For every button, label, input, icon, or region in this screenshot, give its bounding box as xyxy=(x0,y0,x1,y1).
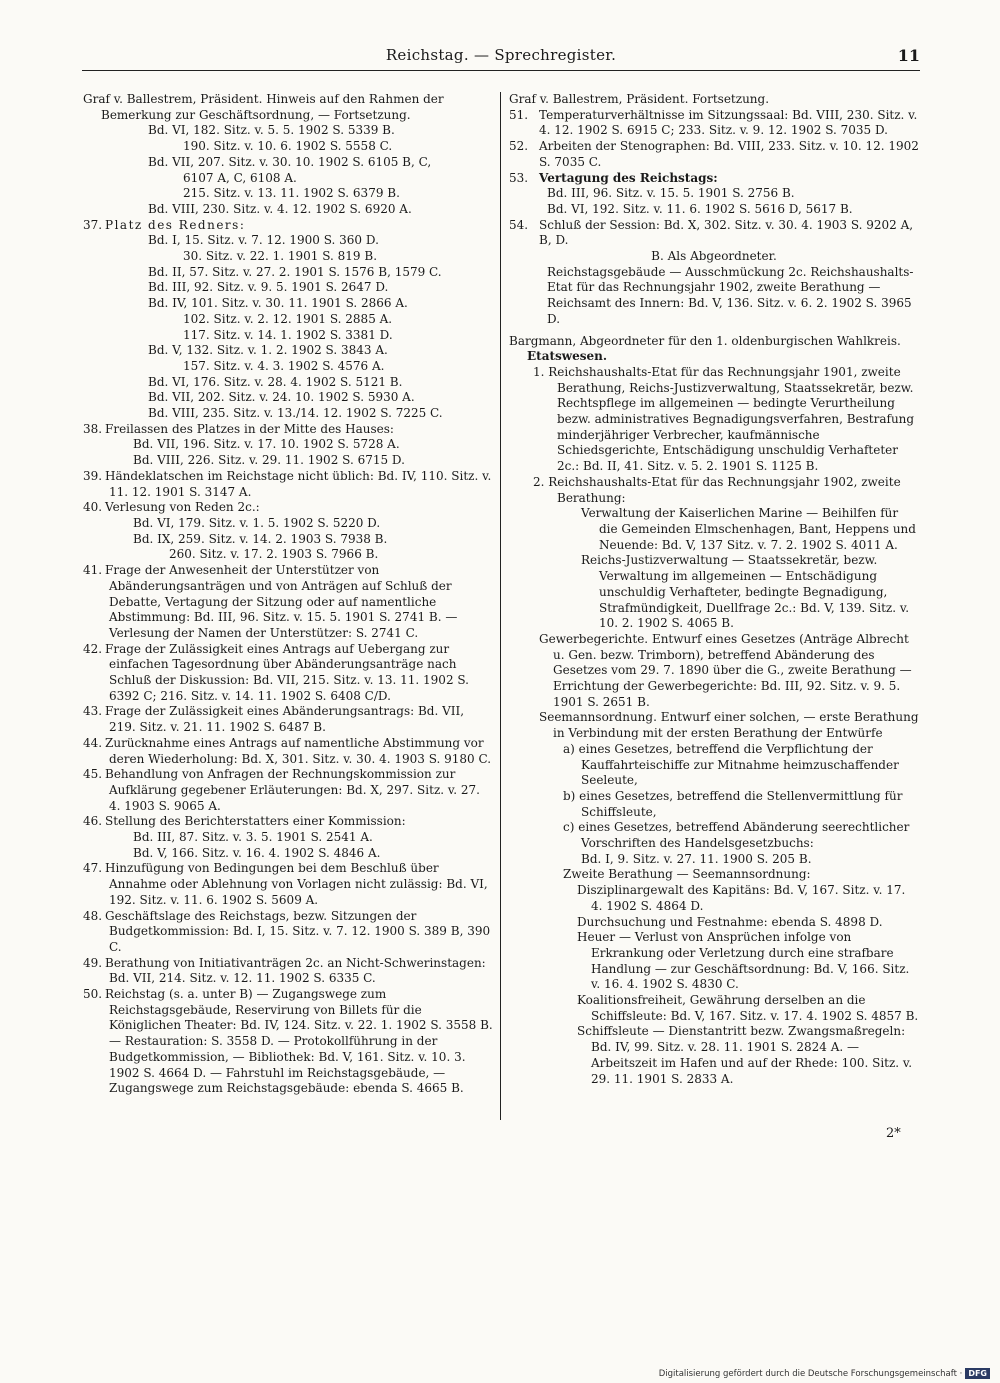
list-item: 1. Reichshaushalts-Etat für das Rechnungsjahr 1901, zweite Berathung, Reichs-Justizverwaltung, Staatssekretär, bezw. Rechtspflege im allgemeinen — bedingte Verurtheilung bezw. administratives Begnadigungsverfahren, Bestrafung minderjähriger Verbrecher, kaufmännische Schiedsgerichte, Entschädigung unschuldig Verhafteter 2c.: Bd. II, 41. Sitz. v. 5. 2. 1901 S. 1125 B. xyxy=(533,364,915,474)
ref-line: 30. Sitz. v. 22. 1. 1901 S. 819 B. xyxy=(183,249,378,264)
page-number: 11 xyxy=(897,46,920,65)
list-item: b) eines Gesetzes, betreffend die Stellenvermittlung für Schiffsleute, xyxy=(563,788,903,819)
list-item: 53. Vertagung des Reichstags: xyxy=(509,170,718,185)
list-item: a) eines Gesetzes, betreffend die Verpflichtung der Kauffahrteischiffe zur Mitnahme heimzuschaffender Seeleute, xyxy=(563,741,899,788)
ref-line: 102. Sitz. v. 2. 12. 1901 S. 2885 A. xyxy=(183,311,393,326)
ref-line: Bd. II, 57. Sitz. v. 27. 2. 1901 S. 1576 B, 1579 C. xyxy=(148,264,442,279)
ref-line: Bd. VIII, 230. Sitz. v. 4. 12. 1902 S. 6920 A. xyxy=(148,201,412,216)
header-rule xyxy=(82,70,920,71)
list-item: 38. Freilassen des Platzes in der Mitte des Hauses: xyxy=(83,421,394,436)
left-column xyxy=(83,92,493,1097)
list-item: 43. Frage der Zulässigkeit eines Abänderungsantrags: Bd. VII, 219. Sitz. v. 21. 11. 1902 S. 6487 B. xyxy=(83,704,465,735)
entry-heading: Graf v. Ballestrem, Präsident. Hinweis auf den Rahmen der Bemerkung zur Geschäftsordnung, — Fortsetzung. xyxy=(83,92,444,122)
signature-mark: 2* xyxy=(886,1126,901,1141)
ref-line: Bd. I, 9. Sitz. v. 27. 11. 1900 S. 205 B. xyxy=(581,851,812,866)
entry-heading: Bargmann, Abgeordneter für den 1. oldenburgischen Wahlkreis. xyxy=(509,333,901,348)
list-item: Schiffsleute — Dienstantritt bezw. Zwangsmaßregeln: Bd. IV, 99. Sitz. v. 28. 11. 1901 S. 2824 A. — Arbeitszeit im Hafen und auf der Rhede: 100. Sitz. v. 29. 11. 1901 S. 2833 A. xyxy=(577,1024,913,1086)
list-item: 40. Verlesung von Reden 2c.: xyxy=(83,500,260,515)
ref-line: Bd. IX, 259. Sitz. v. 14. 2. 1903 S. 7938 B. xyxy=(133,531,388,546)
ref-line: Bd. VII, 202. Sitz. v. 24. 10. 1902 S. 5930 A. xyxy=(148,390,415,405)
section-heading: B. Als Abgeordneter. xyxy=(651,249,777,264)
list-item: 47. Hinzufügung von Bedingungen bei dem Beschluß über Annahme oder Ablehnung von Vorlagen nicht zulässig: Bd. VI, 192. Sitz. v. 11. 6. 1902 S. 5609 A. xyxy=(83,861,488,907)
list-item: 45. Behandlung von Anfragen der Rechnungskommission zur Aufklärung gegebener Erläuterungen: Bd. X, 297. Sitz. v. 27. 4. 1903 S. 9065 A. xyxy=(83,767,480,813)
list-item: 42. Frage der Zulässigkeit eines Antrags auf Uebergang zur einfachen Tagesordnung über Abänderungsanträge nach Schluß der Diskussion: Bd. VII, 215. Sitz. v. 13. 11. 1902 S. 6392 C; 216. Sitz. v. 14. 11. 1902 S. 6408 C/D. xyxy=(83,641,469,703)
list-item: 41. Frage der Anwesenheit der Unterstützer von Abänderungsanträgen und von Anträgen auf Schluß der Debatte, Vertagung der Sitzung oder auf namentliche Abstimmung: Bd. III, 96. Sitz. v. 15. 5. 1901 S. 2741 B. — Verlesung der Namen der Unterstützer: S. 2741 C. xyxy=(83,563,458,640)
list-item: 54. Schluß der Session: Bd. X, 302. Sitz. v. 30. 4. 1903 S. 9202 A, B, D. xyxy=(509,217,914,248)
list-item: Heuer — Verlust von Ansprüchen infolge von Erkrankung oder Verletzung durch eine strafbare Handlung — zur Geschäftsordnung: Bd. V, 166. Sitz. v. 16. 4. 1902 S. 4830 C. xyxy=(577,930,910,992)
ref-line: Bd. III, 92. Sitz. v. 9. 5. 1901 S. 2647 D. xyxy=(148,280,389,295)
list-item: Reichstagsgebäude — Ausschmückung 2c. Reichshaushalts-Etat für das Rechnungsjahr 1902, zweite Berathung — Reichsamt des Innern: Bd. V, 136. Sitz. v. 6. 2. 1902 S. 3965 D. xyxy=(547,264,914,326)
footer-text: Digitalisierung gefördert durch die Deutsche Forschungsgemeinschaft · xyxy=(658,1368,963,1379)
ref-line: Bd. VI, 179. Sitz. v. 1. 5. 1902 S. 5220 D. xyxy=(133,515,381,530)
list-item: Gewerbegerichte. Entwurf eines Gesetzes (Anträge Albrecht u. Gen. bezw. Trimborn), betreffend Abänderung des Gesetzes vom 29. 7. 1890 über die G., zweite Berathung — Errichtung der Gewerbegerichte: Bd. III, 92. Sitz. v. 9. 5. 1901 S. 2651 B. xyxy=(539,631,912,709)
ref-line: Bd. IV, 101. Sitz. v. 30. 11. 1901 S. 2866 A. xyxy=(148,296,408,311)
list-item: 51. Temperaturverhältnisse im Sitzungssaal: Bd. VIII, 230. Sitz. v. 4. 12. 1902 S. 6915 C; 233. Sitz. v. 9. 12. 1902 S. 7035 D. xyxy=(509,107,918,138)
list-item: Disziplinargewalt des Kapitäns: Bd. V, 167. Sitz. v. 17. 4. 1902 S. 4864 D. xyxy=(577,883,906,913)
footer xyxy=(659,1368,990,1379)
ref-line: Bd. III, 87. Sitz. v. 3. 5. 1901 S. 2541 A. xyxy=(133,830,373,845)
list-item: 37. Platz des Redners: xyxy=(83,217,246,232)
ref-line: 260. Sitz. v. 17. 2. 1903 S. 7966 B. xyxy=(169,547,379,562)
ref-line: 6107 A, C, 6108 A. xyxy=(183,170,297,185)
list-item: 48. Geschäftslage des Reichstags, bezw. Sitzungen der Budgetkommission: Bd. I, 15. Sitz. v. 7. 12. 1900 S. 389 B, 390 C. xyxy=(83,908,491,954)
ref-line: Bd. V, 166. Sitz. v. 16. 4. 1902 S. 4846 A. xyxy=(133,845,381,860)
ref-line: Bd. VI, 176. Sitz. v. 28. 4. 1902 S. 5121 B. xyxy=(148,374,403,389)
right-column xyxy=(509,92,919,1087)
ref-line: Bd. VI, 182. Sitz. v. 5. 5. 1902 S. 5339 B. xyxy=(148,123,395,138)
ref-line: 215. Sitz. v. 13. 11. 1902 S. 6379 B. xyxy=(183,186,400,201)
list-item: 49. Berathung von Initiativanträgen 2c. an Nicht-Schwerinstagen: Bd. VII, 214. Sitz. v. 12. 11. 1902 S. 6335 C. xyxy=(83,955,486,986)
list-item: Durchsuchung und Festnahme: ebenda S. 4898 D. xyxy=(577,914,883,929)
list-item: 50. Reichstag (s. a. unter B) — Zugangswege zum Reichstagsgebäude, Reservirung von Billets für die Königlichen Theater: Bd. IV, 124. Sitz. v. 22. 1. 1902 S. 3558 B. — Restauration: S. 3558 D. — Protokollführung in der Budgetkommission, — Bibliothek: Bd. V, 161. Sitz. v. 10. 3. 1902 S. 4664 D. — Fahrstuhl im Reichstagsgebäude, — Zugangswege zum Reichstagsgebäude: ebenda S. 4665 B. xyxy=(83,987,493,1096)
dfg-logo: DFG xyxy=(965,1368,990,1379)
list-item: Seemannsordnung. Entwurf einer solchen, — erste Berathung in Verbindung mit der ersten Berathung der Entwürfe xyxy=(539,710,919,741)
page-header xyxy=(82,46,920,68)
ref-line: Bd. V, 132. Sitz. v. 1. 2. 1902 S. 3843 A. xyxy=(148,343,388,358)
ref-line: 117. Sitz. v. 14. 1. 1902 S. 3381 D. xyxy=(183,327,393,342)
ref-line: Bd. I, 15. Sitz. v. 7. 12. 1900 S. 360 D. xyxy=(148,233,379,248)
ref-line: Bd. VIII, 226. Sitz. v. 29. 11. 1902 S. 6715 D. xyxy=(133,453,405,468)
list-item: Zweite Berathung — Seemannsordnung: xyxy=(563,867,811,882)
list-item: 44. Zurücknahme eines Antrags auf namentliche Abstimmung vor deren Wiederholung: Bd. X, 301. Sitz. v. 30. 4. 1903 S. 9180 C. xyxy=(83,735,492,766)
ref-line: Bd. VI, 192. Sitz. v. 11. 6. 1902 S. 5616 D, 5617 B. xyxy=(547,201,853,216)
ref-line: 190. Sitz. v. 10. 6. 1902 S. 5558 C. xyxy=(183,139,393,154)
column-divider xyxy=(500,92,501,1120)
ref-line: Bd. VIII, 235. Sitz. v. 13./14. 12. 1902 S. 7225 C. xyxy=(148,406,443,421)
list-item: c) eines Gesetzes, betreffend Abänderung seerechtlicher Vorschriften des Handelsgesetzbuchs: xyxy=(563,820,910,851)
entry-heading: Graf v. Ballestrem, Präsident. Fortsetzung. xyxy=(509,92,770,106)
ref-line: 157. Sitz. v. 4. 3. 1902 S. 4576 A. xyxy=(183,358,385,373)
ref-line: Bd. VII, 207. Sitz. v. 30. 10. 1902 S. 6105 B, C, xyxy=(148,154,432,169)
list-item: 2. Reichshaushalts-Etat für das Rechnungsjahr 1902, zweite Berathung: xyxy=(533,474,901,505)
list-item: Verwaltung der Kaiserlichen Marine — Beihilfen für die Gemeinden Elmschenhagen, Bant, Heppens und Neuende: Bd. V, 137 Sitz. v. 7. 2. 1902 S. 4011 A. xyxy=(581,506,916,552)
list-item: Reichs-Justizverwaltung — Staatssekretär, bezw. Verwaltung im allgemeinen — Entschädigung unschuldig Verhafteter, bedingte Begnadigung, Strafmündigkeit, Duellfrage 2c.: Bd. V, 139. Sitz. v. 10. 2. 1902 S. 4065 B. xyxy=(581,553,910,631)
ref-line: Bd. VII, 196. Sitz. v. 17. 10. 1902 S. 5728 A. xyxy=(133,437,400,452)
running-title: Reichstag. — Sprechregister. xyxy=(385,46,617,64)
ref-line: Bd. III, 96. Sitz. v. 15. 5. 1901 S. 2756 B. xyxy=(547,186,795,201)
list-item: 46. Stellung des Berichterstatters einer Kommission: xyxy=(83,814,406,829)
list-item: 52. Arbeiten der Stenographen: Bd. VIII, 233. Sitz. v. 10. 12. 1902 S. 7035 C. xyxy=(509,139,919,169)
section-heading: Etatswesen. xyxy=(527,349,608,364)
list-item: 39. Händeklatschen im Reichstage nicht üblich: Bd. IV, 110. Sitz. v. 11. 12. 1901 S. 3147 A. xyxy=(83,468,492,499)
list-item: Koalitionsfreiheit, Gewährung derselben an die Schiffsleute: Bd. V, 167. Sitz. v. 17. 4. 1902 S. 4857 B. xyxy=(577,993,919,1023)
